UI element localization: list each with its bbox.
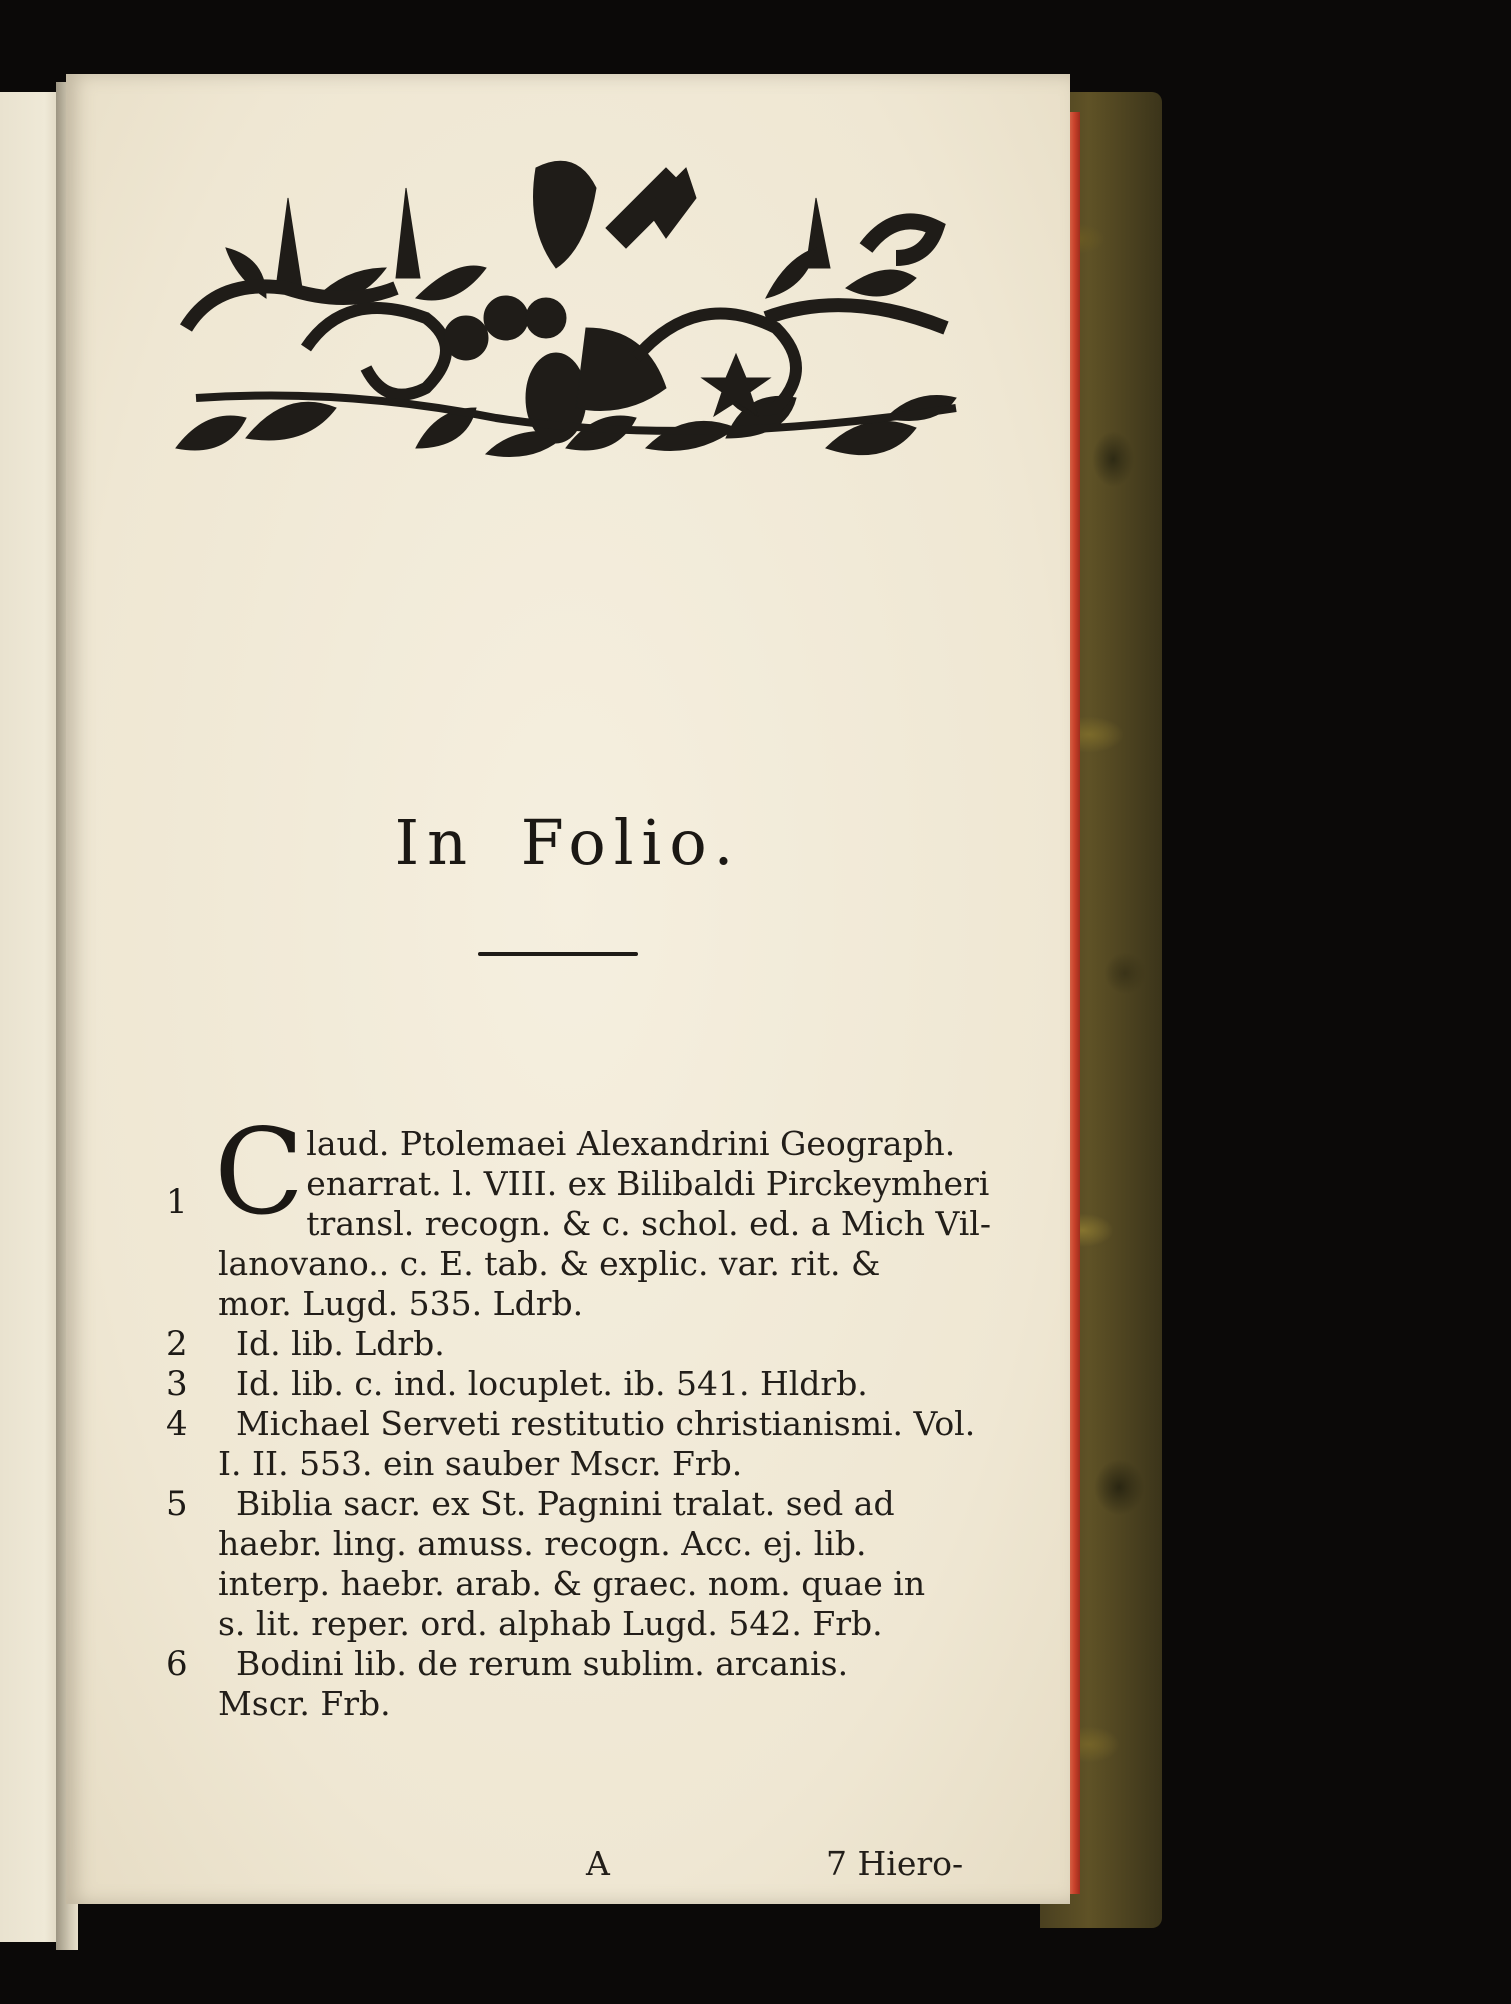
entry-line: I. II. 553. ein sauber Mscr. Frb.	[218, 1444, 743, 1483]
heading-rule	[478, 952, 638, 956]
entry-line: haebr. ling. amuss. recogn. Acc. ej. lib.	[218, 1524, 867, 1563]
entry-line: laud. Ptolemaei Alexandrini Geograph.	[306, 1124, 956, 1163]
entry-number: 1	[166, 1182, 188, 1222]
entry-number: 4	[166, 1404, 188, 1444]
signature-mark: A	[586, 1844, 610, 1883]
catalog-entry	[66, 1404, 1070, 1484]
catalog-entries	[66, 1103, 1070, 1724]
catalog-entry	[66, 1644, 1070, 1724]
entry-line: Biblia sacr. ex St. Pagnini tralat. sed ad	[236, 1484, 895, 1523]
book-page	[66, 74, 1070, 1904]
woodcut-headpiece-ornament	[166, 148, 970, 478]
entry-line: transl. recogn. & c. schol. ed. a Mich Vil-	[306, 1204, 992, 1243]
drop-cap: C	[214, 1103, 305, 1241]
entry-number: 6	[166, 1644, 188, 1684]
entry-line: Bodini lib. de rerum sublim. arcanis.	[236, 1644, 849, 1683]
entry-line: Mscr. Frb.	[218, 1684, 391, 1723]
entry-number: 2	[166, 1324, 188, 1364]
entry-line: s. lit. reper. ord. alphab Lugd. 542. Frb.	[218, 1604, 883, 1643]
entry-number: 3	[166, 1364, 188, 1404]
entry-line: enarrat. l. VIII. ex Bilibaldi Pirckeymheri	[306, 1164, 990, 1203]
catalog-entry	[66, 1364, 1070, 1404]
entry-number: 5	[166, 1484, 188, 1524]
catalog-entry	[66, 1484, 1070, 1644]
catalog-entry	[66, 1103, 1070, 1324]
entry-line: interp. haebr. arab. & graec. nom. quae in	[218, 1564, 926, 1603]
entry-line: Id. lib. c. ind. locuplet. ib. 541. Hldrb.	[236, 1364, 868, 1403]
entry-line: Id. lib. Ldrb.	[236, 1324, 445, 1363]
section-heading: In Folio.	[394, 806, 742, 879]
catchword: 7 Hiero-	[826, 1844, 964, 1883]
entry-line: lanovano.. c. E. tab. & explic. var. rit. &	[218, 1244, 881, 1283]
entry-line: mor. Lugd. 535. Ldrb.	[218, 1284, 584, 1323]
catalog-entry	[66, 1324, 1070, 1364]
entry-line: Michael Serveti restitutio christianismi. Vol.	[236, 1404, 976, 1443]
facing-page-edge	[0, 92, 64, 1942]
